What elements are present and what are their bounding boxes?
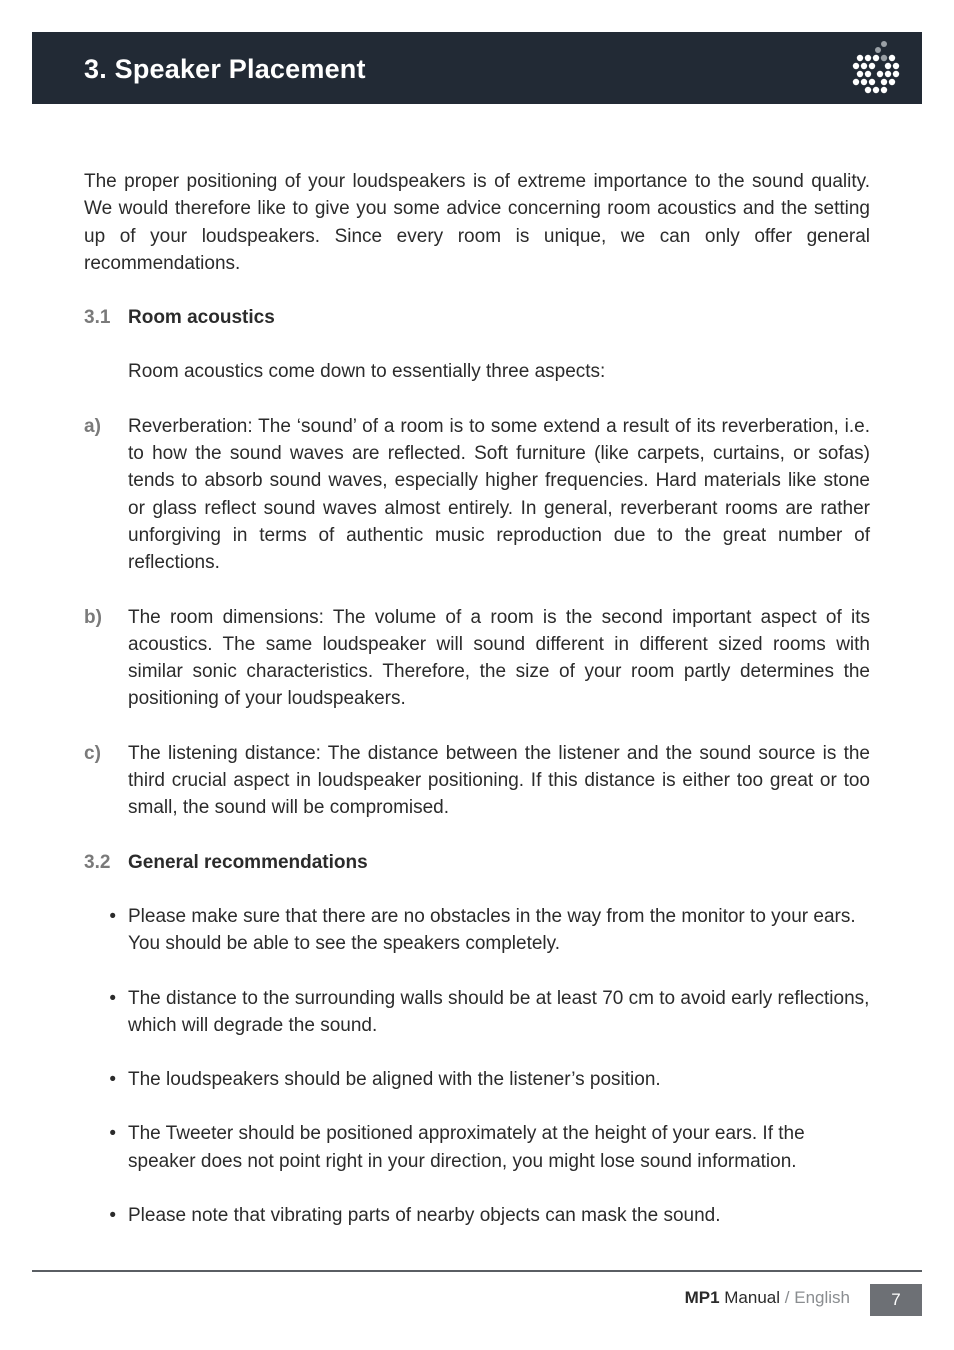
page-header — [32, 32, 922, 104]
bullet-text: Please note that vibrating parts of nearby objects can mask the sound. — [128, 1205, 721, 1227]
section-3-1-heading — [84, 304, 870, 331]
page-title — [84, 54, 366, 85]
section-title: General recommendations — [128, 851, 368, 873]
list-item-text: Reverberation: The ‘sound’ of a room is to some extend a result of its reverberation, i.e. to how the sound waves are reflected. Soft furniture (like carpets, curtains, or sofas) tends to absorb sound waves, especially higher frequencies. Hard materials like stone or glass reflect sound waves almost entirely. In general, reverberant rooms are rather unforgiving in terms of authentic music reproduction due to the great number of reflections. — [128, 415, 870, 574]
bullet-item — [84, 1202, 870, 1229]
section-number: 3.1 — [84, 307, 111, 329]
list-marker: c) — [84, 742, 101, 764]
intro-paragraph: The proper positioning of your loudspeakers is of extreme importance to the sound quality. We would therefore like to give you some advice concerning room acoustics and the setting up of your loudspeakers. Since every room is unique, we can only offer general recommendations. — [84, 171, 870, 274]
bullet-icon: • — [109, 987, 116, 1009]
bullet-icon: • — [109, 905, 116, 927]
list-marker: a) — [84, 415, 101, 437]
chapter-number: 3. — [84, 54, 107, 84]
bullet-icon: • — [109, 1205, 116, 1227]
list-item-text: The listening distance: The distance between the listener and the sound source is the third crucial aspect in loudspeaker positioning. If this distance is either too great or too small, the sound will be compromised. — [128, 742, 870, 819]
footer-language: English — [794, 1288, 850, 1307]
bullet-text: The distance to the surrounding walls should be at least 70 cm to avoid early reflections, which will degrade the sound. — [128, 987, 870, 1036]
chapter-title: Speaker Placement — [114, 54, 366, 84]
bullet-text: The Tweeter should be positioned approximately at the height of your ears. If the speaker does not point right in your direction, you might lose sound information. — [128, 1123, 805, 1172]
footer-brand: MP1 — [684, 1288, 720, 1307]
list-item — [84, 413, 870, 577]
footer-label — [685, 1288, 850, 1308]
bullet-text: The loudspeakers should be aligned with the listener’s position. — [128, 1069, 661, 1091]
section-number: 3.2 — [84, 851, 111, 873]
bullet-item — [84, 1066, 870, 1093]
bullet-text: Please make sure that there are no obstacles in the way from the monitor to your ears. You should be able to see the speakers completely. — [128, 905, 856, 955]
page-number: 7 — [870, 1284, 922, 1316]
dotted-logo-icon — [852, 40, 900, 96]
list-item — [84, 604, 870, 713]
list-marker: b) — [84, 606, 102, 628]
section-title: Room acoustics — [128, 307, 275, 329]
bullet-item — [84, 985, 870, 1040]
bullet-icon: • — [109, 1123, 116, 1145]
footer-separator: / — [784, 1288, 790, 1307]
bullet-item — [84, 1120, 870, 1175]
list-item — [84, 740, 870, 822]
section-lead: Room acoustics come down to essentially three aspects: — [128, 361, 606, 383]
footer-doc: Manual — [724, 1288, 781, 1307]
footer-divider — [32, 1270, 922, 1272]
page-content — [84, 168, 870, 1229]
section-3-2-heading — [84, 849, 870, 876]
list-item-text: The room dimensions: The volume of a room is the second important aspect of its acoustics. The same loudspeaker will sound different in different sized rooms with similar sonic characteristics. Therefore, the size of your room partly determines the positioning of your loudspeakers. — [128, 606, 870, 710]
bullet-item — [84, 903, 870, 958]
bullet-icon: • — [109, 1069, 116, 1091]
